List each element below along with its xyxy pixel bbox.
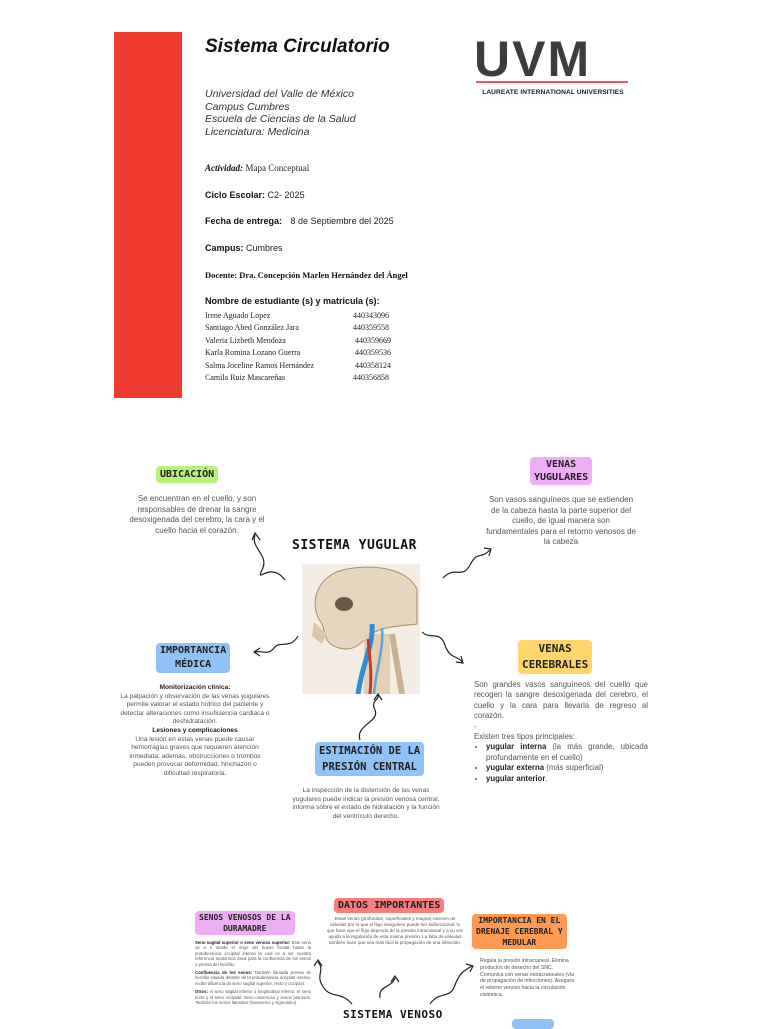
field-label: Actividad:	[205, 163, 243, 173]
student-row: Karla Romina Lozano Guerra 440359536	[205, 348, 391, 358]
drenaje-text: Regula la presión intracraneal. Elimina productos de desecho del SNC. Comunica con venas extracraneales (vía de propagación de infecciones). Asegura el retorno venoso hacia la circulación sistémica.	[480, 958, 575, 998]
estimacion-text: La inspección de la distensión de las venas yugulares puede indicar la presión venosa central, informa sobre el estado de hidratación y la función del ventrículo derecho.	[292, 787, 440, 820]
field-value: 8 de Septiembre del 2025	[290, 216, 394, 226]
venas-cerebrales-text: Son grandes vasos sanguíneos del cuello que recogen la sangre desoxigenada del cerebro, el cuello y la cara para llevarla de regreso al corazón. - Existen tres tipos principales: • yugular interna (la más grande, ubicada profundamente en el cuello) • yugular externa (más superficial) • yugular anterior.	[474, 680, 648, 784]
ubicacion-text: Se encuentran en el cuello, y son responsables de drenar la sangre desoxigenada del cerebro, la cara y el cuello hacia el corazón.	[129, 494, 265, 535]
arrow-drenaje	[430, 966, 472, 1004]
sistema-yugular-title: SISTEMA YUGULAR	[292, 538, 417, 553]
student-row: Irene Aguado Lopez 440343096	[205, 311, 389, 320]
drenaje-label: IMPORTANCIA EN EL DRENAJE CEREBRAL Y MEDULAR	[472, 914, 567, 949]
field-value: Cumbres	[246, 243, 283, 253]
field-value: C2- 2025	[267, 190, 305, 200]
estimacion-label: ESTIMACIÓN DE LA PRESIÓN CENTRAL	[315, 742, 424, 776]
ubicacion-label: UBICACIÓN	[156, 466, 218, 483]
datos-importantes-text: Estas venas (profundas, superficiales y magna) carecen de válvulas por lo que el flujo sanguíneo puede ser bidireccional, lo que hace que el flujo dependa de la presión intracraneal y a su vez ayuda a la regulación de esta misma presión. La falta de válvulas también hace que sea más fácil la propagación de una infección.	[326, 916, 464, 945]
university-line: Universidad del Valle de México	[205, 88, 355, 100]
importancia-medica-label: IMPORTANCIA MÉDICA	[156, 643, 230, 673]
logo-subtitle: LAUREATE INTERNATIONAL UNIVERSITIES	[482, 89, 624, 96]
students-heading: Nombre de estudiante (s) y matricula (s):	[205, 296, 380, 306]
student-row: Salma Joceline Ramos Hernández 440358124	[205, 360, 391, 370]
logo-text: UVM	[474, 34, 592, 84]
student-row: Santiago Abed González Jara 440359558	[205, 323, 389, 333]
field-label: Fecha de entrega:	[205, 216, 283, 226]
university-line: Escuela de Ciencias de la Salud	[205, 113, 356, 126]
venas-yugulares-label: VENAS YUGULARES	[530, 457, 592, 485]
university-line: Licenciatura: Medicina	[205, 125, 310, 138]
senos-venosos-text: Seno sagital superior o seno venoso superior: Este seno va a ir desde el origo del hueso frontal hasta la protuberancia occipital interna la cual es a ser nuestra referencia anatómica ósea para la confluencia de los senos o prensa del herófilo. Confluencia de los senos: También llamada prensa de herófilo situada delante de la protuberancia occipital interna, recibe afluencia de seno sagital superior, recto y occipital. Otros: el seno sagital inferior o longitudinal inferior, el seno recto y el seno occipital. Seno cavernoso y senos petrosos. También los senos laterales (transverso y sigmoideo).	[195, 940, 312, 1006]
venas-cerebrales-label: VENAS CEREBRALES	[518, 640, 592, 674]
datos-importantes-label: DATOS IMPORTANTES	[334, 898, 444, 913]
field-label: Docente:	[205, 270, 238, 280]
arrow-senos	[318, 962, 352, 1004]
senos-venosos-label: SENOS VENOSOS DE LA DURAMADRE	[195, 911, 295, 935]
field-label: Ciclo Escolar:	[205, 190, 266, 200]
student-row: Valeria Lizbeth Mendoza 440359669	[205, 335, 391, 345]
arrow-datos	[380, 978, 395, 998]
student-row: Camila Ruiz Mascareñas 440356858	[205, 373, 389, 383]
next-label-partial	[512, 1019, 554, 1029]
document-title: Sistema Circulatorio	[205, 36, 390, 57]
importancia-medica-text: Monitorización clínica: La palpación y observación de las venas yugulares permite valorar el estado hídrico del paciente y detectar alteraciones como insuficiencia cardiaca o deshidratación. Lesiones y complicaciones Una lesión en estas venas puede causar hemorragias graves que requieren atención inmediata; además, obstrucciones o trombos pueden provocar deformidad, hinchazón o dificultad respiratoria.	[120, 684, 270, 777]
venas-yugulares-text: Son vasos sanguíneos que se extienden de la cabeza hasta la parte superior del cuello, de igual manera son fundamentales para el retorno venosos de la cabeza	[486, 495, 636, 546]
university-line: Campus Cumbres	[205, 100, 290, 113]
field-value: Mapa Conceptual	[245, 163, 310, 173]
field-value: Dra. Concepción Marlen Hernández del Ángel	[239, 270, 408, 280]
field-label: Campus:	[205, 243, 244, 253]
sistema-venoso-title: SISTEMA VENOSO	[343, 1008, 443, 1021]
